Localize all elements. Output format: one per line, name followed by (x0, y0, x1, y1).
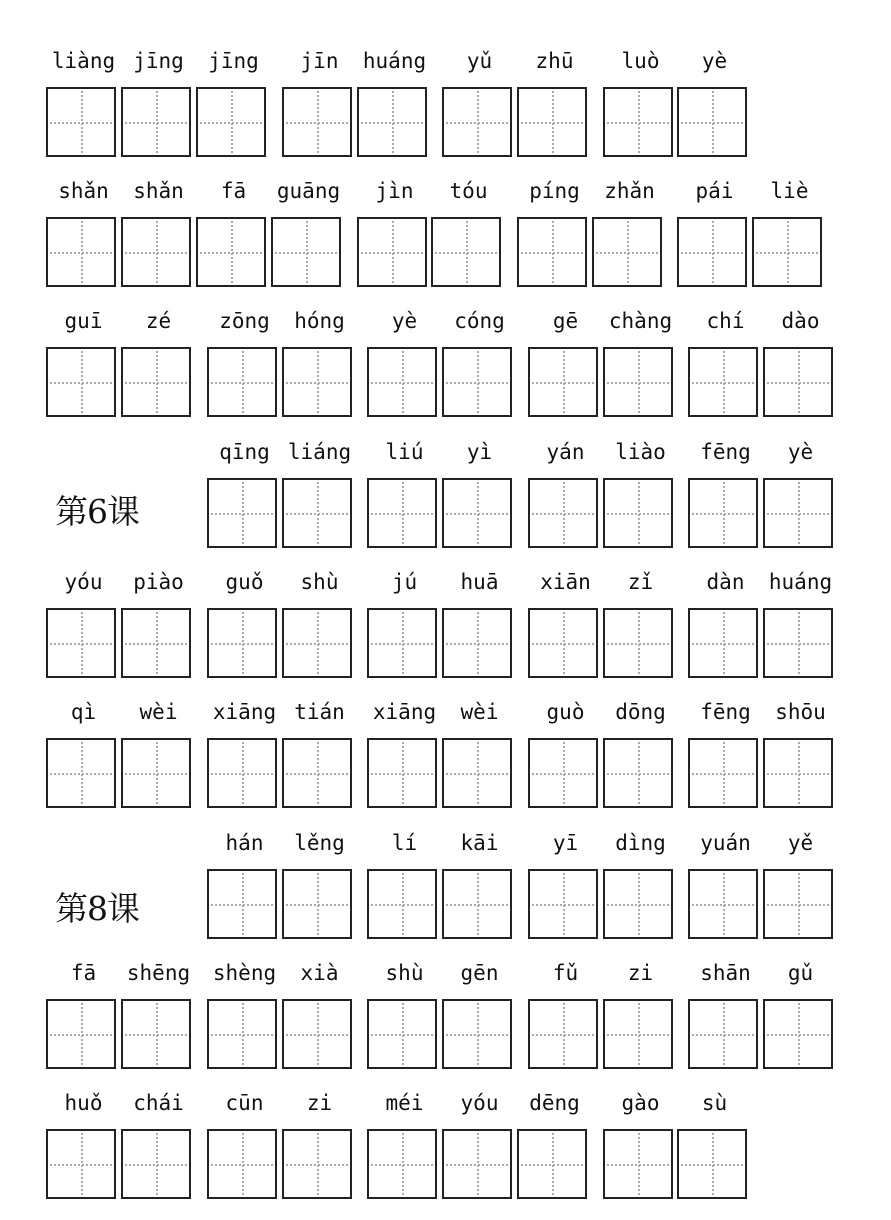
pinyin-label: jīng (133, 49, 184, 73)
character-cell (752, 178, 827, 268)
character-cell (121, 699, 196, 789)
writing-grid-box[interactable] (207, 1129, 277, 1199)
writing-grid-box[interactable] (282, 869, 352, 939)
pinyin-label: shān (700, 961, 751, 985)
pinyin-label: hóng (294, 309, 345, 333)
writing-grid-box[interactable] (592, 217, 662, 287)
character-cell (282, 960, 357, 1050)
pinyin-label: piào (133, 570, 184, 594)
pinyin-label: yī (552, 831, 579, 855)
writing-grid-box[interactable] (46, 738, 116, 808)
writing-grid-box[interactable] (603, 478, 673, 548)
pinyin-label: cūn (225, 1091, 264, 1115)
pinyin-label: huǒ (64, 1091, 103, 1115)
writing-grid-box[interactable] (46, 999, 116, 1069)
writing-grid-box[interactable] (442, 347, 512, 417)
writing-grid-box[interactable] (367, 608, 437, 678)
writing-grid-box[interactable] (763, 999, 833, 1069)
writing-grid-box[interactable] (367, 1129, 437, 1199)
pinyin-label: jīn (300, 49, 339, 73)
writing-grid-box[interactable] (442, 738, 512, 808)
writing-grid-box[interactable] (763, 608, 833, 678)
writing-grid-box[interactable] (603, 1129, 673, 1199)
writing-grid-box[interactable] (442, 87, 512, 157)
character-cell (121, 960, 196, 1050)
pinyin-label: wèi (460, 700, 499, 724)
writing-grid-box[interactable] (282, 999, 352, 1069)
writing-grid-box[interactable] (517, 217, 587, 287)
writing-grid-box[interactable] (282, 608, 352, 678)
pinyin-label: guò (546, 700, 585, 724)
writing-grid-box[interactable] (763, 478, 833, 548)
writing-grid-box[interactable] (688, 999, 758, 1069)
writing-grid-box[interactable] (763, 347, 833, 417)
writing-grid-box[interactable] (528, 478, 598, 548)
writing-grid-box[interactable] (603, 738, 673, 808)
pinyin-label: shǎn (58, 179, 109, 203)
pinyin-label: yè (701, 49, 728, 73)
character-cell (603, 308, 678, 398)
writing-grid-box[interactable] (196, 87, 266, 157)
writing-grid-box[interactable] (528, 738, 598, 808)
writing-grid-box[interactable] (688, 608, 758, 678)
pinyin-label: zhǎn (604, 179, 655, 203)
writing-grid-box[interactable] (603, 869, 673, 939)
character-cell (196, 48, 271, 138)
character-cell (442, 569, 517, 659)
pinyin-label: fēng (700, 440, 751, 464)
writing-grid-box[interactable] (603, 608, 673, 678)
writing-grid-box[interactable] (431, 217, 501, 287)
pinyin-label: cóng (454, 309, 505, 333)
character-cell (442, 308, 517, 398)
character-cell (282, 699, 357, 789)
character-cell (603, 569, 678, 659)
pinyin-label: shèng (212, 961, 277, 985)
writing-grid-box[interactable] (442, 1129, 512, 1199)
pinyin-label: luò (621, 49, 660, 73)
pinyin-label: xiāng (212, 700, 277, 724)
pinyin-label: yè (391, 309, 418, 333)
pinyin-label: chái (133, 1091, 184, 1115)
worksheet-row-5 (0, 569, 891, 699)
pinyin-label: lěng (294, 831, 345, 855)
writing-grid-box[interactable] (603, 87, 673, 157)
pinyin-label: dìng (615, 831, 666, 855)
pinyin-label: jú (391, 570, 418, 594)
pinyin-label: liú (385, 440, 424, 464)
character-cell (603, 960, 678, 1050)
pinyin-label: gē (552, 309, 579, 333)
pinyin-label: wèi (139, 700, 178, 724)
character-cell (763, 960, 838, 1050)
character-cell (677, 48, 752, 138)
writing-grid-box[interactable] (121, 1129, 191, 1199)
pinyin-label: liào (615, 440, 666, 464)
character-cell (442, 830, 517, 920)
character-cell (282, 830, 357, 920)
writing-grid-box[interactable] (207, 608, 277, 678)
writing-grid-box[interactable] (763, 869, 833, 939)
pinyin-label: chí (706, 309, 745, 333)
writing-grid-box[interactable] (207, 999, 277, 1069)
pinyin-label: dōng (615, 700, 666, 724)
writing-grid-box[interactable] (677, 87, 747, 157)
writing-grid-box[interactable] (282, 1129, 352, 1199)
character-cell (763, 308, 838, 398)
pinyin-label: píng (529, 179, 580, 203)
pinyin-label: zé (145, 309, 172, 333)
character-cell (282, 1090, 357, 1180)
writing-grid-box[interactable] (207, 478, 277, 548)
writing-grid-box[interactable] (282, 738, 352, 808)
pinyin-label: zi (627, 961, 654, 985)
character-cell (431, 178, 506, 268)
worksheet-row-6 (0, 699, 891, 829)
pinyin-label: xiān (540, 570, 591, 594)
pinyin-label: fā (70, 961, 97, 985)
pinyin-label: jīng (208, 49, 259, 73)
worksheet-row-4 (0, 439, 891, 569)
pinyin-label: liáng (287, 440, 352, 464)
character-cell (282, 439, 357, 529)
character-cell (603, 439, 678, 529)
pinyin-label: lí (391, 831, 418, 855)
writing-grid-box[interactable] (121, 999, 191, 1069)
writing-grid-box[interactable] (528, 869, 598, 939)
pinyin-label: yǔ (466, 49, 493, 73)
writing-grid-box[interactable] (271, 217, 341, 287)
pinyin-label: pái (695, 179, 734, 203)
worksheet-row-1 (0, 48, 891, 178)
writing-grid-box[interactable] (46, 87, 116, 157)
writing-grid-box[interactable] (357, 217, 427, 287)
pinyin-label: shù (300, 570, 339, 594)
pinyin-label: jìn (375, 179, 414, 203)
writing-grid-box[interactable] (517, 1129, 587, 1199)
worksheet-row-7 (0, 830, 891, 960)
writing-grid-box[interactable] (677, 217, 747, 287)
pinyin-label: kāi (460, 831, 499, 855)
character-cell (763, 699, 838, 789)
pinyin-label: yóu (64, 570, 103, 594)
writing-grid-box[interactable] (207, 347, 277, 417)
pinyin-label: zhū (535, 49, 574, 73)
pinyin-label: zǐ (627, 570, 654, 594)
pinyin-label: gǔ (787, 961, 814, 985)
writing-grid-box[interactable] (121, 608, 191, 678)
pinyin-label: tóu (449, 179, 488, 203)
writing-grid-box[interactable] (442, 478, 512, 548)
character-cell (442, 439, 517, 529)
lesson-label: 第6课 (55, 492, 139, 531)
pinyin-label: yán (546, 440, 585, 464)
writing-grid-box[interactable] (367, 869, 437, 939)
writing-grid-box[interactable] (282, 347, 352, 417)
pinyin-label: fēng (700, 700, 751, 724)
pinyin-label: hán (225, 831, 264, 855)
pinyin-label: dēng (529, 1091, 580, 1115)
writing-grid-box[interactable] (357, 87, 427, 157)
pinyin-label: qì (70, 700, 97, 724)
writing-grid-box[interactable] (763, 738, 833, 808)
character-cell (603, 699, 678, 789)
character-cell (442, 960, 517, 1050)
writing-grid-box[interactable] (207, 869, 277, 939)
character-cell (763, 830, 838, 920)
character-cell (121, 308, 196, 398)
writing-grid-box[interactable] (282, 478, 352, 548)
pinyin-label: fǔ (552, 961, 579, 985)
pinyin-label: sù (701, 1091, 728, 1115)
pinyin-label: shōu (775, 700, 826, 724)
writing-grid-box[interactable] (367, 999, 437, 1069)
pinyin-label: qīng (219, 440, 270, 464)
pinyin-label: guǒ (225, 570, 264, 594)
worksheet-row-8 (0, 960, 891, 1090)
pinyin-label: liè (770, 179, 809, 203)
pinyin-label: tián (294, 700, 345, 724)
pinyin-label: guāng (276, 179, 341, 203)
pinyin-label: liàng (51, 49, 116, 73)
writing-grid-box[interactable] (367, 347, 437, 417)
character-cell (282, 308, 357, 398)
writing-grid-box[interactable] (688, 869, 758, 939)
writing-grid-box[interactable] (442, 999, 512, 1069)
pinyin-label: huáng (362, 49, 427, 73)
pinyin-label: yè (787, 440, 814, 464)
writing-grid-box[interactable] (207, 738, 277, 808)
pinyin-label: chàng (608, 309, 673, 333)
writing-grid-box[interactable] (517, 87, 587, 157)
writing-grid-box[interactable] (282, 87, 352, 157)
character-cell (357, 48, 432, 138)
writing-grid-box[interactable] (688, 347, 758, 417)
writing-grid-box[interactable] (367, 738, 437, 808)
writing-grid-box[interactable] (442, 869, 512, 939)
writing-grid-box[interactable] (367, 478, 437, 548)
writing-grid-box[interactable] (603, 347, 673, 417)
pinyin-label: shēng (126, 961, 191, 985)
pinyin-label: guī (64, 309, 103, 333)
pinyin-label: fā (220, 179, 247, 203)
pinyin-label: huā (460, 570, 499, 594)
writing-grid-box[interactable] (46, 1129, 116, 1199)
character-cell (517, 48, 592, 138)
pinyin-label: zōng (219, 309, 270, 333)
worksheet-row-9 (0, 1090, 891, 1220)
writing-grid-box[interactable] (688, 738, 758, 808)
character-cell (677, 1090, 752, 1180)
writing-grid-box[interactable] (528, 608, 598, 678)
character-cell (442, 699, 517, 789)
pinyin-label: yuán (700, 831, 751, 855)
writing-grid-box[interactable] (688, 478, 758, 548)
character-cell (592, 178, 667, 268)
writing-grid-box[interactable] (46, 608, 116, 678)
writing-grid-box[interactable] (528, 347, 598, 417)
writing-grid-box[interactable] (603, 999, 673, 1069)
character-cell (121, 1090, 196, 1180)
pinyin-label: dào (781, 309, 820, 333)
pinyin-label: gēn (460, 961, 499, 985)
character-cell (763, 439, 838, 529)
pinyin-label: yě (787, 831, 814, 855)
writing-grid-box[interactable] (677, 1129, 747, 1199)
worksheet-row-2 (0, 178, 891, 308)
writing-grid-box[interactable] (121, 87, 191, 157)
pinyin-label: huáng (768, 570, 833, 594)
character-cell (603, 830, 678, 920)
lesson-label: 第8课 (55, 889, 139, 928)
pinyin-label: gào (621, 1091, 660, 1115)
character-cell (121, 569, 196, 659)
pinyin-label: shǎn (133, 179, 184, 203)
pinyin-label: méi (385, 1091, 424, 1115)
pinyin-label: yì (466, 440, 493, 464)
writing-grid-box[interactable] (528, 999, 598, 1069)
character-cell (763, 569, 838, 659)
character-cell (282, 569, 357, 659)
writing-grid-box[interactable] (46, 347, 116, 417)
writing-grid-box[interactable] (121, 347, 191, 417)
pinyin-label: zi (306, 1091, 333, 1115)
writing-grid-box[interactable] (442, 608, 512, 678)
character-cell (271, 178, 346, 268)
character-cell (517, 1090, 592, 1180)
pinyin-label: yóu (460, 1091, 499, 1115)
writing-grid-box[interactable] (752, 217, 822, 287)
writing-grid-box[interactable] (46, 217, 116, 287)
writing-grid-box[interactable] (121, 217, 191, 287)
pinyin-label: xiāng (372, 700, 437, 724)
writing-grid-box[interactable] (196, 217, 266, 287)
pinyin-label: dàn (706, 570, 745, 594)
pinyin-label: shù (385, 961, 424, 985)
pinyin-label: xià (300, 961, 339, 985)
worksheet-row-3 (0, 308, 891, 438)
writing-grid-box[interactable] (121, 738, 191, 808)
